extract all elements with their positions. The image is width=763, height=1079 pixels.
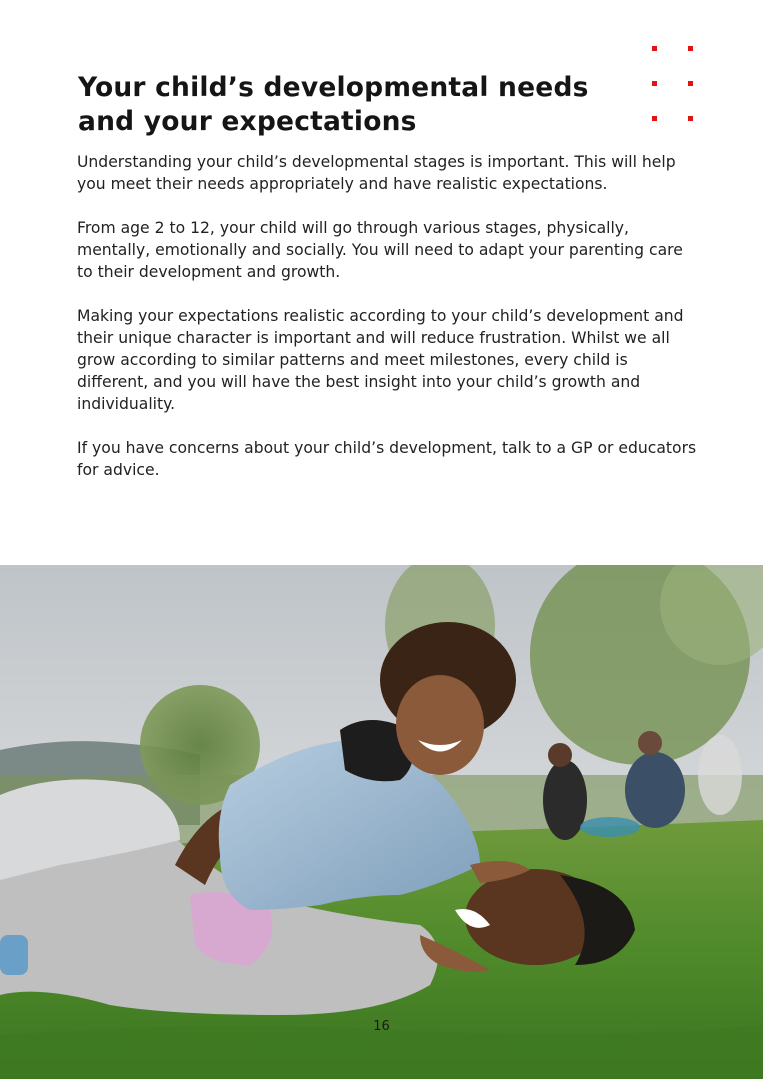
dot [652, 81, 657, 86]
body-text [77, 151, 697, 503]
dot [688, 46, 693, 51]
page-number: 16 [373, 1019, 390, 1034]
dot [688, 81, 693, 86]
page-title: Your child’s developmental needs and your expectations [78, 72, 589, 137]
photo-illustration [0, 565, 763, 1079]
paragraph-expectations: Making your expectations realistic according to your child’s development and their unique character is important and will reduce frustration. Whilst we all grow according to similar patterns and meet milestones, every child is different, and you will have the best insight into your child’s growth and individuality. [77, 307, 684, 413]
family-photo [0, 565, 763, 1079]
paragraph-intro: Understanding your child’s developmental stages is important. This will help you meet their needs appropriately and have realistic expectations. [77, 153, 676, 193]
decorative-dots [646, 44, 698, 124]
paragraph-concerns: If you have concerns about your child’s development, talk to a GP or educators for advice. [77, 439, 697, 479]
paragraph-stages: From age 2 to 12, your child will go through various stages, physically, mentally, emotionally and socially. You will need to adapt your parenting care to their development and growth. [77, 219, 683, 281]
dot [688, 116, 693, 121]
dot [652, 46, 657, 51]
dot [652, 116, 657, 121]
